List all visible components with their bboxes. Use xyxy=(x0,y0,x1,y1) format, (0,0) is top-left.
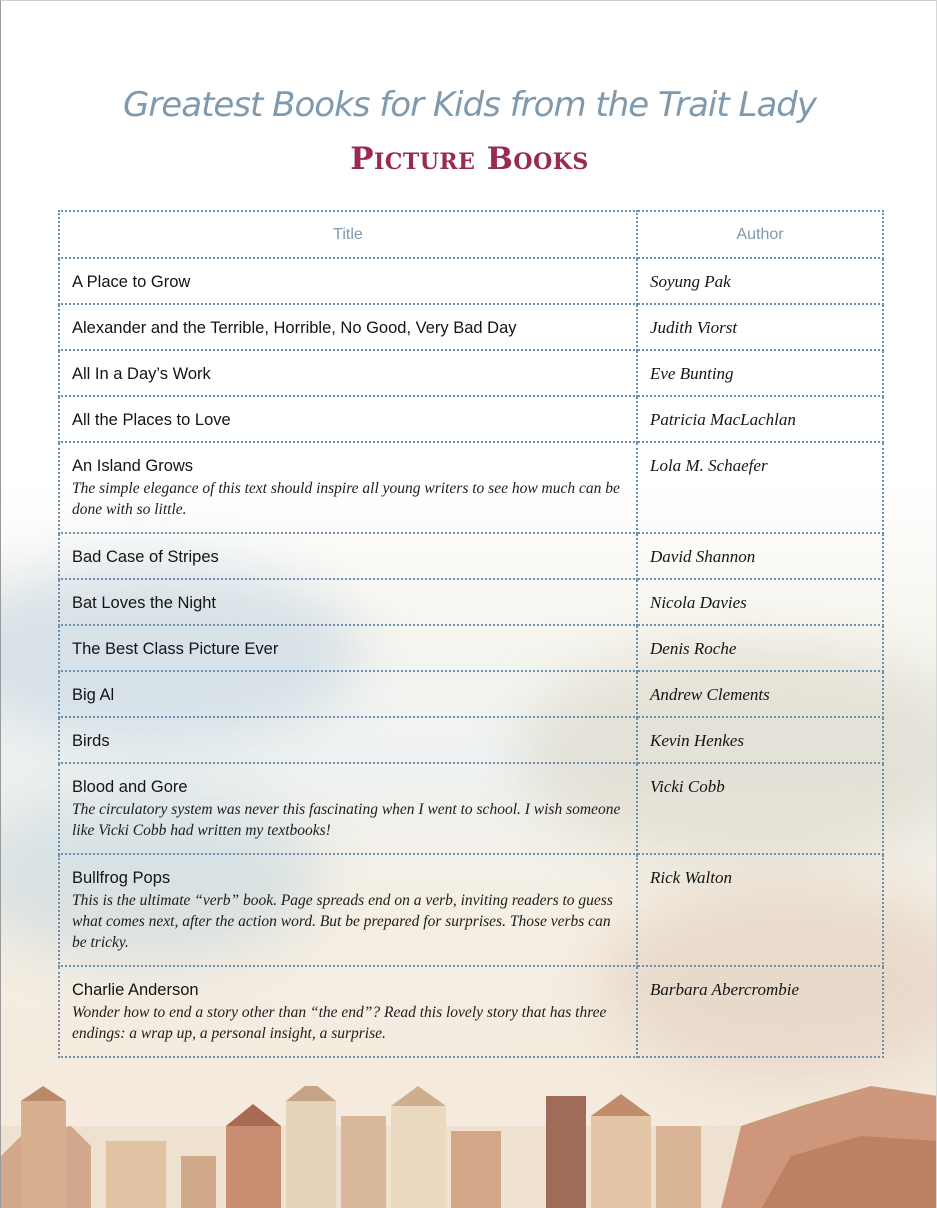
book-author: Andrew Clements xyxy=(650,685,770,704)
book-note: Wonder how to end a story other than “the end”? Read this lovely story that has three endings: a wrap up, a personal insight, a surprise. xyxy=(72,1004,607,1042)
table-row xyxy=(59,258,883,304)
column-header-title: Title xyxy=(59,211,637,258)
title-cell xyxy=(59,763,637,854)
book-title: A Place to Grow xyxy=(72,273,191,291)
title-cell xyxy=(59,533,637,579)
author-cell xyxy=(637,442,883,533)
author-cell xyxy=(637,396,883,442)
book-author: David Shannon xyxy=(650,547,756,566)
title-cell xyxy=(59,350,637,396)
table-row xyxy=(59,442,883,533)
book-note: The circulatory system was never this fascinating when I went to school. I wish someone like Vicki Cobb had written my textbooks! xyxy=(72,801,621,839)
author-cell xyxy=(637,579,883,625)
title-cell xyxy=(59,717,637,763)
book-author: Nicola Davies xyxy=(650,593,747,612)
town-illustration xyxy=(1,1086,937,1208)
title-cell xyxy=(59,579,637,625)
author-cell xyxy=(637,854,883,966)
book-author: Lola M. Schaefer xyxy=(650,456,768,475)
book-title: All the Places to Love xyxy=(72,411,231,429)
table-header-row xyxy=(59,211,883,258)
author-cell xyxy=(637,966,883,1057)
table-row xyxy=(59,717,883,763)
page-title: Greatest Books for Kids from the Trait Lady xyxy=(122,85,816,125)
book-title: Blood and Gore xyxy=(72,778,188,796)
author-cell xyxy=(637,671,883,717)
book-title: Big Al xyxy=(72,686,115,704)
title-cell xyxy=(59,966,637,1057)
book-title: Bad Case of Stripes xyxy=(72,548,219,566)
title-cell xyxy=(59,854,637,966)
book-author: Eve Bunting xyxy=(650,364,734,383)
book-title: All In a Day’s Work xyxy=(72,365,211,383)
table-row xyxy=(59,671,883,717)
book-title: Birds xyxy=(72,732,110,750)
table-row xyxy=(59,396,883,442)
book-title: Bullfrog Pops xyxy=(72,869,171,887)
books-table xyxy=(58,210,884,1058)
book-author: Rick Walton xyxy=(650,868,732,887)
table-row xyxy=(59,854,883,966)
table-row xyxy=(59,966,883,1057)
book-title: Bat Loves the Night xyxy=(72,594,217,612)
book-author: Vicki Cobb xyxy=(650,777,725,796)
book-note: The simple elegance of this text should inspire all young writers to see how much can be done with so little. xyxy=(72,480,620,518)
author-cell xyxy=(637,763,883,854)
book-title: Alexander and the Terrible, Horrible, No Good, Very Bad Day xyxy=(72,319,517,337)
column-header-author: Author xyxy=(637,211,883,258)
table-row xyxy=(59,763,883,854)
table-row xyxy=(59,533,883,579)
book-note: This is the ultimate “verb” book. Page spreads end on a verb, inviting readers to guess what comes next, after the action word. But be prepared for surprises. Those verbs can be tricky. xyxy=(72,892,613,951)
book-title: An Island Grows xyxy=(72,457,194,475)
book-author: Barbara Abercrombie xyxy=(650,980,800,999)
book-title: The Best Class Picture Ever xyxy=(72,640,279,658)
title-cell xyxy=(59,671,637,717)
author-cell xyxy=(637,304,883,350)
author-cell xyxy=(637,625,883,671)
book-author: Denis Roche xyxy=(650,639,737,658)
table-row xyxy=(59,350,883,396)
book-author: Patricia MacLachlan xyxy=(650,410,796,429)
book-author: Judith Viorst xyxy=(650,318,738,337)
book-author: Soyung Pak xyxy=(650,272,731,291)
section-heading: Picture Books xyxy=(350,141,589,177)
title-cell xyxy=(59,304,637,350)
author-cell xyxy=(637,533,883,579)
author-cell xyxy=(637,350,883,396)
author-cell xyxy=(637,258,883,304)
table-row xyxy=(59,625,883,671)
book-title: Charlie Anderson xyxy=(72,981,199,999)
book-author: Kevin Henkes xyxy=(650,731,744,750)
title-cell xyxy=(59,625,637,671)
title-cell xyxy=(59,442,637,533)
title-cell xyxy=(59,396,637,442)
table-row xyxy=(59,579,883,625)
author-cell xyxy=(637,717,883,763)
title-cell xyxy=(59,258,637,304)
table-row xyxy=(59,304,883,350)
